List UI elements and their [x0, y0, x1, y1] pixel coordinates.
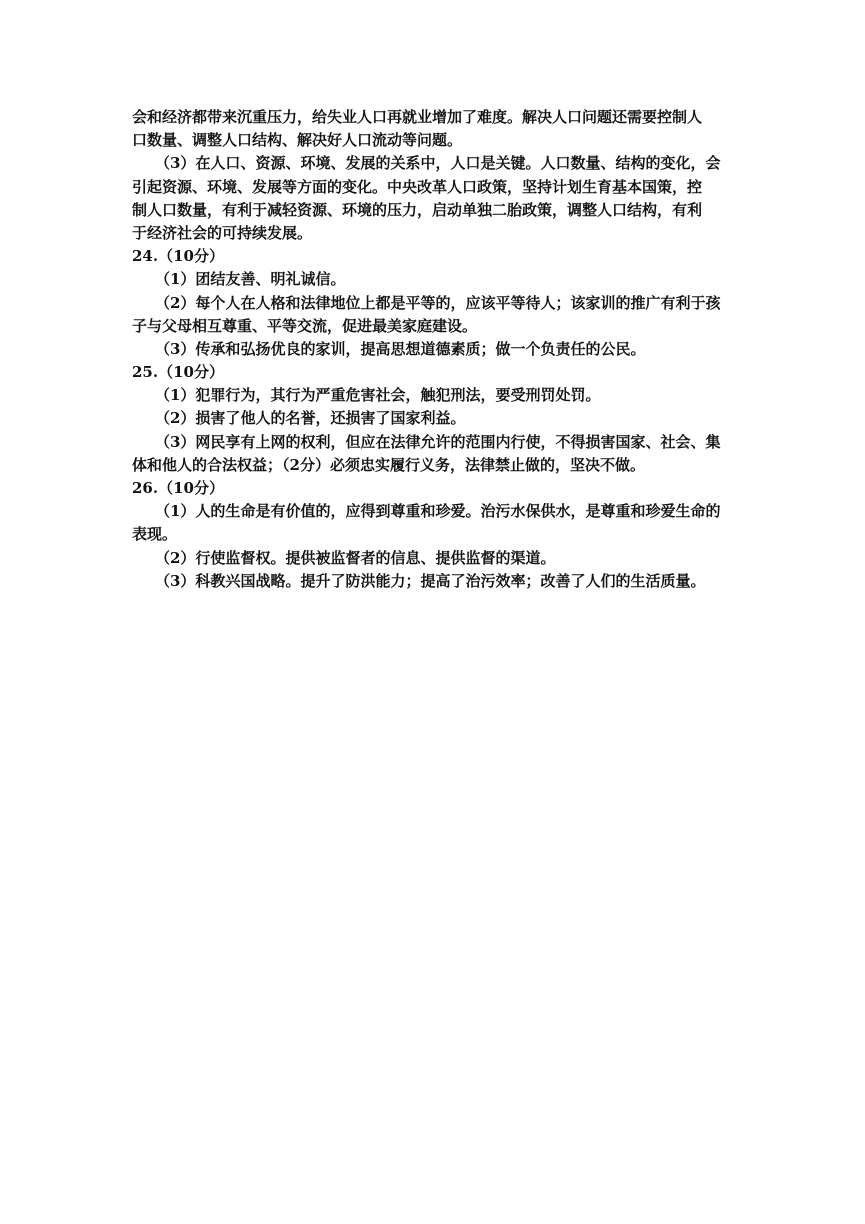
answer-item [132, 547, 738, 570]
text-line: （1）人的生命是有价值的，应得到尊重和珍爱。治污水保供水，是尊重和珍爱生命的 [155, 502, 721, 521]
question-number: 25.（10分） [132, 363, 224, 382]
paragraph-continued [132, 106, 738, 152]
answer-item [132, 570, 738, 593]
text-line: 子与父母相互尊重、平等交流，促进最美家庭建设。 [132, 316, 478, 335]
answer-item [132, 384, 738, 407]
text-line: （3）科教兴国战略。提升了防洪能力；提高了治污效率；改善了人们的生活质量。 [155, 571, 706, 590]
text-line: （2）每个人在人格和法律地位上都是平等的，应该平等待人；该家训的推广有利于孩 [155, 293, 721, 312]
answer-item [132, 431, 738, 477]
question-number: 26.（10分） [132, 479, 224, 497]
text-line: 会和经济都带来沉重压力，给失业人口再就业增加了难度。解决人口问题还需要控制人 [132, 108, 703, 126]
answer-text [132, 106, 738, 593]
question-number: 24.（10分） [132, 247, 224, 266]
answer-item [132, 500, 738, 546]
question-heading [132, 361, 738, 384]
text-line: 口数量、调整人口结构、解决好人口流动等问题。 [132, 131, 463, 150]
text-line: （1）团结友善、明礼诚信。 [155, 270, 346, 289]
answer-item [132, 338, 738, 361]
text-line: （3）网民享有上网的权利，但应在法律允许的范围内行使，不得损害国家、社会、集 [155, 432, 721, 451]
text-line: 引起资源、环境、发展等方面的变化。中央改革人口政策，坚持计划生育基本国策，控 [132, 177, 703, 196]
question-heading [132, 245, 738, 268]
text-line: 体和他人的合法权益；（2分）必须忠实履行义务，法律禁止做的，坚决不做。 [132, 455, 645, 474]
text-line: （2）行使监督权。提供被监督者的信息、提供监督的渠道。 [155, 548, 556, 567]
text-line: （1）犯罪行为，其行为严重危害社会，触犯刑法，要受刑罚处罚。 [155, 386, 601, 405]
answer-item [132, 152, 738, 245]
answer-item [132, 268, 738, 291]
answer-item [132, 292, 738, 338]
text-line: （3）在人口、资源、环境、发展的关系中，人口是关键。人口数量、结构的变化，会 [155, 154, 721, 173]
text-line: 于经济社会的可持续发展。 [132, 223, 313, 242]
answer-item [132, 407, 738, 430]
question-heading [132, 477, 738, 500]
text-line: （2）损害了他人的名誉，还损害了国家利益。 [155, 409, 466, 428]
text-line: （3）传承和弘扬优良的家训，提高思想道德素质；做一个负责任的公民。 [155, 339, 646, 358]
text-line: 制人口数量，有利于减轻资源、环境的压力，启动单独二胎政策，调整人口结构，有利 [132, 200, 703, 219]
text-line: 表现。 [132, 525, 178, 544]
